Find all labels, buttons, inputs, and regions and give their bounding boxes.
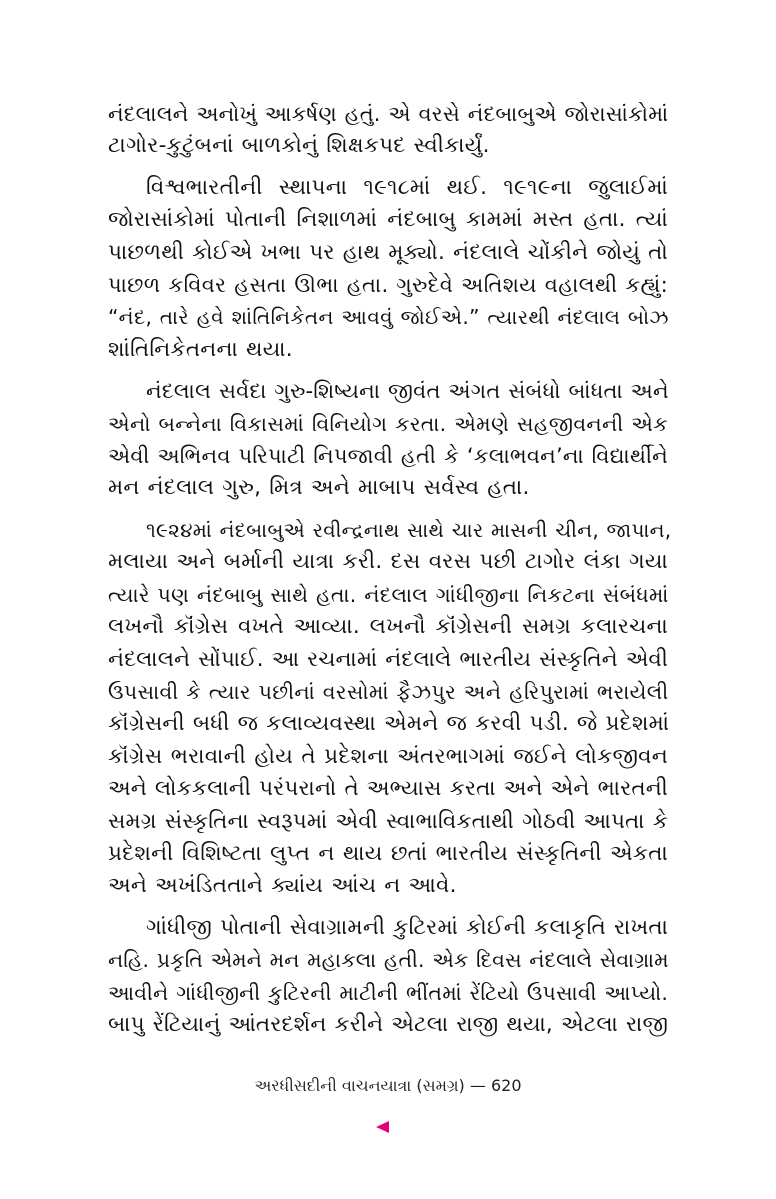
text-line: નહિ. પ્રકૃતિ એમને મન મહાકલા હતી. એક દિવસ નંદલાલે સેવાગ્રામ [108,948,669,973]
text-line: મલાયા અને બર્માની યાત્રા કરી. દસ વરસ પછી ટાગોર લંકા ગયા [108,549,668,575]
page-footer: અરધીસદીની વાચનયાત્રા (સમગ્ર) — 620 [254,1076,522,1095]
text-line: નંદલાલને સોંપાઈ. આ રચનામાં નંદલાલે ભારતીય સંસ્કૃતિને એવી [108,646,668,672]
text-line: જોરાસાંકોમાં પોતાની નિશાળમાં નંદબાબુ કામમાં મસ્ત હતા. ત્યાં [108,207,668,233]
text-line: નંદલાલને અનોખું આકર્ષણ હતું. એ વરસે નંદબાબુએ જોરાસાંકોમાં [108,102,669,126]
paragraph-1 [108,98,668,163]
previous-page-arrow-icon[interactable] [376,1121,389,1133]
text-line: ત્યારે પણ નંદબાબુ સાથે હતા. નંદલાલ ગાંધીજીના નિકટના સંબંધમાં [108,582,669,607]
text-line: શાંતિનિકેતનના થયા. [108,336,293,362]
text-line: પાછળથી કોઈએ ખભા પર હાથ મૂક્યો. નંદલાલે ચોંકીને જોયું તો [108,239,668,265]
text-line: વિશ્વભારતીની સ્થાપના ૧૯૧૮માં થઈ. ૧૯૧૯ના જુલાઈમાં [146,174,668,200]
text-line: ૧૯૨૪માં નંદબાબુએ રવીન્દ્રનાથ સાથે ચાર માસની ચીન, જાપાન, [146,517,672,542]
text-line: લખનૌ કૉંગ્રેસ વખતે આવ્યા. લખનૌ કૉંગ્રેસની સમગ્ર કલારચના [108,614,668,640]
paragraph-2 [108,172,668,366]
text-line: ટાગોર-કુટુંબનાં બાળકોનું શિક્ષકપદ સ્વીકાર્યું. [108,133,490,159]
text-line: ઉપસાવી કે ત્યાર પછીનાં વરસોમાં ફૈઝપુર અને હરિપુરામાં ભરાયેલી [108,679,669,704]
paragraph-3 [108,375,668,505]
text-line: નંદલાલ સર્વદા ગુરુ-શિષ્યના જીવંત અંગત સંબંધો બાંધતા અને [146,378,669,404]
text-line: બાપુ રેંટિયાનું આંતરદર્શન કરીને એટલા રાજી થયા, એટલા રાજી [108,1011,668,1037]
text-line: કૉંગ્રેસની બધી જ કલાવ્યવસ્થા એમને જ કરવી પડી. જે પ્રદેશમાં [108,711,670,737]
page-body [108,98,672,1050]
text-line: અને લોકકલાની પરંપરાનો તે અભ્યાસ કરતા અને એને ભારતની [108,776,668,802]
text-line: આવીને ગાંધીજીની કુટિરની માટીની ભીંતમાં રેંટિયો ઉપસાવી આપ્યો. [108,980,669,1005]
paragraph-5 [108,912,668,1042]
text-line: “નંદ, તારે હવે શાંતિનિકેતન આવવું જોઈએ.” ત્યારથી નંદલાલ બોઝ [108,305,669,330]
text-line: પાછળ કવિવર હસતા ઊભા હતા. ગુરુદેવે અતિશય વહાલથી કહ્યું: [108,272,668,298]
text-line: મન નંદલાલ ગુરુ, મિત્ર અને માબાપ સર્વસ્વ હતા. [108,475,530,501]
text-line: ગાંધીજી પોતાની સેવાગ્રામની કુટિરમાં કોઈની કલાકૃતિ રાખતા [146,914,669,940]
text-line: એવી અભિનવ પરિપાટી નિપજાવી હતી કે ‘કલાભવન’ના વિદ્યાર્થીને [108,444,668,469]
text-line: અને અખંડિતતાને ક્યાંય આંચ ન આવે. [108,873,457,899]
text-line: કૉંગ્રેસ ભરાવાની હોય તે પ્રદેશના અંતરભાગમાં જઈને લોકજીવન [108,743,668,769]
text-line: સમગ્ર સંસ્કૃતિના સ્વરૂપમાં એવી સ્વાભાવિકતાથી ગોઠવી આપતા કે [108,808,668,834]
text-line: એનો બન્નેના વિકાસમાં વિનિયોગ કરતા. એમણે સહજીવનની એક [108,411,668,436]
paragraph-4 [108,514,672,903]
text-line: પ્રદેશની વિશિષ્ટતા લુપ્ત ન થાય છતાં ભારતીય સંસ્કૃતિની એકતા [108,840,668,866]
